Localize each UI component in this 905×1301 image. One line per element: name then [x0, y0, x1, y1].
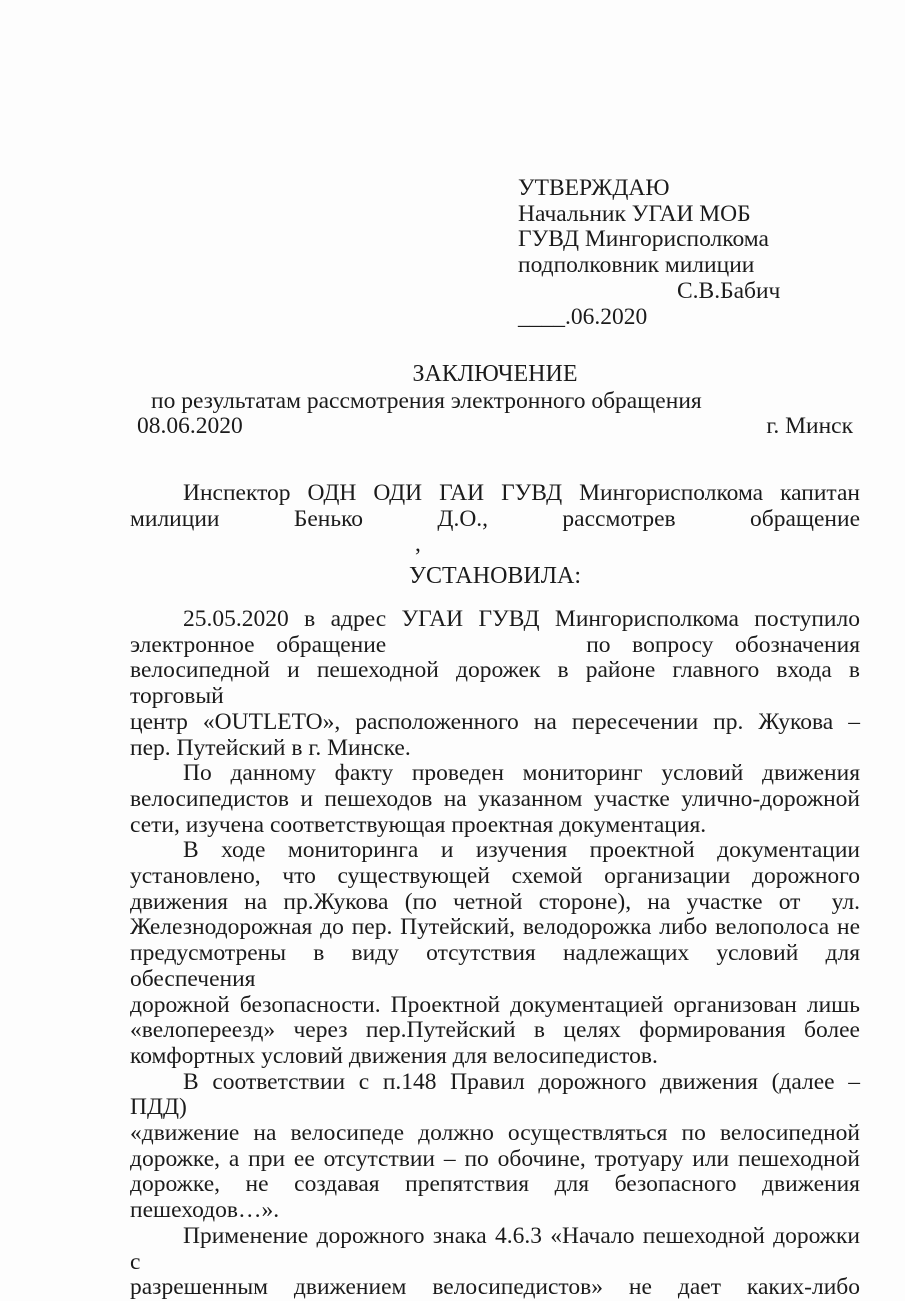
text-line: предусмотрены в виду отсутствия надлежащих условий для обеспечения: [130, 940, 860, 992]
blank-field-gap: [130, 549, 415, 551]
intro-paragraph: [130, 481, 860, 558]
text-line: В соответствии с п.148 Правил дорожного движения (далее – ПДД): [130, 1068, 860, 1121]
text-line: пер. Путейский в г. Минске.: [130, 734, 411, 761]
approval-lines: [518, 176, 854, 279]
approval-line: подполковник милиции: [518, 252, 755, 279]
blank-field-gap: [800, 907, 815, 909]
signature-date-blank: ____.06.2020: [518, 303, 648, 330]
intro-line: милиции Бенько Д.О., рассмотрев обращение,: [130, 505, 860, 558]
body-paragraph: [130, 761, 860, 838]
text-line: велосипедистов и пешеходов на указанном участке улично-дорожной: [130, 785, 860, 812]
body-paragraph: [130, 1070, 860, 1224]
text-line: сети, изучена соответствующая проектная документация.: [130, 811, 707, 838]
approval-line: ГУВД Мингорисполкома: [518, 226, 769, 253]
signature-name: С.В.Бабич: [677, 277, 781, 304]
blank-field-gap: [386, 650, 586, 652]
text-line: комфортных условий движения для велосипедистов.: [130, 1042, 658, 1069]
text-line: дорожной безопасности. Проектной документацией организован лишь: [130, 991, 860, 1018]
text-line: центр «OUTLETO», расположенного на пересечении пр. Жукова –: [130, 708, 860, 735]
text-line: разрешенным движением велосипедистов» не дает каких-либо: [130, 1274, 860, 1301]
text-line: «велопереезд» через пер.Путейский в целях формирования более: [130, 1017, 860, 1044]
text-line: установлено, что существующей схемой организации дорожного: [130, 863, 860, 890]
text-line: дорожке, а при ее отсутствии – по обочине, тротуару или пешеходной: [130, 1145, 860, 1172]
document-date: 08.06.2020: [137, 413, 243, 439]
text-line: движения на пр.Жукова (по четной стороне), на участке от ул.: [130, 888, 860, 915]
intro-line: Инспектор ОДН ОДИ ГАИ ГУВД Мингорисполкома капитан: [183, 480, 860, 506]
document-city: г. Минск: [766, 413, 853, 439]
text-line: Применение дорожного знака 4.6.3 «Начало пешеходной дорожки с: [130, 1222, 860, 1275]
resolution-heading: УСТАНОВИЛА:: [408, 563, 582, 589]
text-line: «движение на велосипеде должно осуществляться по велосипедной: [130, 1120, 860, 1147]
text-line: пешеходов…».: [130, 1197, 280, 1224]
document-title: ЗАКЛЮЧЕНИЕ: [412, 361, 578, 387]
text-line: 25.05.2020 в адрес УГАИ ГУВД Мингорисполкома поступило: [183, 606, 860, 632]
document-subtitle: по результатам рассмотрения электронного обращения: [151, 388, 702, 414]
text-line: В ходе мониторинга и изучения проектной документации: [183, 837, 860, 864]
body-paragraph: [130, 838, 860, 1069]
body-paragraph: [130, 607, 860, 761]
approval-block: [518, 176, 854, 330]
body-text: [130, 607, 860, 1301]
document-dateline: [130, 414, 860, 440]
text-line: дорожке, не создавая препятствия для безопасного движения: [130, 1171, 860, 1198]
text-line: велосипедной и пешеходной дорожек в районе главного входа в торговый: [130, 657, 860, 710]
approval-line: УТВЕРЖДАЮ: [518, 175, 670, 201]
text-line: электронное обращение по вопросу обозначения: [130, 631, 860, 658]
body-paragraph: [130, 1224, 860, 1301]
approval-line: Начальник УГАИ МОБ: [518, 200, 751, 227]
text-line: По данному факту проведен мониторинг условий движения: [183, 760, 860, 787]
text-line: Железнодорожная до пер. Путейский, велодорожка либо велополоса не: [130, 914, 860, 941]
